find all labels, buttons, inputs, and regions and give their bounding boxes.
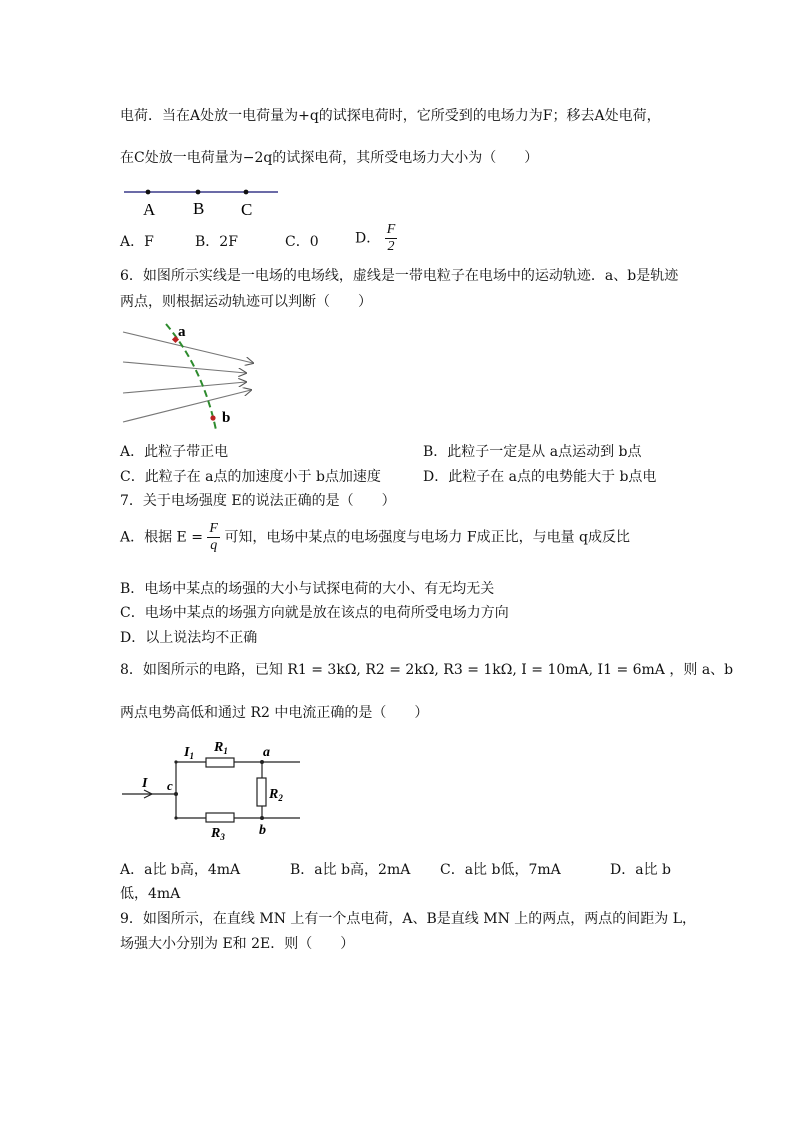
q5-option-b: B．2F: [195, 234, 238, 250]
q6-label-a: a: [178, 324, 186, 340]
q7-option-a-den: q: [210, 538, 218, 553]
node-b: [260, 816, 264, 820]
resistor-r2: [257, 778, 266, 806]
q5-option-c: C．0: [285, 234, 319, 250]
point-a-label: A: [143, 200, 156, 219]
resistor-r3: [206, 813, 234, 822]
q8-option-c: C．a比 b低，7mA: [440, 862, 561, 878]
point-b-label: B: [193, 199, 205, 218]
field-line-4: [123, 390, 251, 422]
label-i: I: [142, 776, 148, 791]
q8-option-a: A．a比 b高，4mA: [120, 862, 241, 878]
q5-option-a: A．F: [120, 234, 154, 250]
point-b-dot: [196, 190, 201, 195]
point-c-label: C: [241, 200, 253, 219]
q6-option-b: B．此粒子一定是从 a点运动到 b点: [423, 444, 642, 460]
q7-option-a-fraction: [207, 521, 220, 554]
q7-option-a-num: F: [209, 521, 218, 536]
q6-figure: [118, 318, 268, 433]
label-r2: $R_2$: [269, 787, 283, 803]
q6-option-c: C．此粒子在 a点的加速度小于 b点加速度: [120, 469, 381, 485]
q7-stem: 7．关于电场强度 E的说法正确的是（ ）: [120, 493, 396, 509]
label-b: b: [259, 823, 266, 838]
q8-option-b: B．a比 b高，2mA: [290, 862, 411, 878]
q8-stem-line1: 8．如图所示的电路，已知 R1 = 3kΩ, R2 = 2kΩ, R3 = 1kΩ, I = 10mA, I1 = 6mA ，则 a、b: [120, 662, 734, 678]
node-c-bottom: [174, 816, 177, 819]
q9-stem-line2: 场强大小分别为 E和 2E．则（ ）: [120, 936, 355, 952]
q8-option-d: D．a比 b: [610, 862, 671, 878]
field-line-3: [123, 382, 246, 393]
resistor-r1: [206, 758, 234, 767]
label-r1: $R_1$: [214, 740, 228, 756]
q9-stem-line1: 9．如图所示，在直线 MN 上有一个点电荷，A、B是直线 MN 上的两点，两点的间距为 L，: [120, 911, 697, 927]
q5-figure: [120, 180, 290, 220]
q5-option-d: [355, 222, 397, 255]
point-a-dot: [146, 190, 151, 195]
node-a: [260, 760, 264, 764]
node-c-top: [174, 760, 177, 763]
q5-option-d-fraction: [385, 222, 398, 255]
q6-label-b: b: [222, 410, 231, 426]
q7-option-a-prefix: A．根据 E =: [120, 529, 203, 546]
q7-option-c: C．电场中某点的场强方向就是放在该点的电荷所受电场力方向: [120, 605, 509, 621]
point-c-dot: [244, 190, 249, 195]
q6-stem-line1: 6．如图所示实线是一电场的电场线，虚线是一带电粒子在电场中的运动轨迹．a、b是轨迹: [120, 268, 679, 284]
q7-option-a: [120, 521, 630, 554]
q6-option-a: A．此粒子带正电: [120, 444, 229, 460]
label-i1: $I_1$: [184, 745, 194, 761]
node-c: [174, 792, 178, 796]
q5-stem-line2: 在C处放一电荷量为−2q的试探电荷，其所受电场力大小为（ ）: [120, 150, 539, 166]
q7-option-d: D．以上说法均不正确: [120, 630, 258, 646]
field-line-1: [123, 332, 253, 363]
q8-stem-line2: 两点电势高低和通过 R2 中电流正确的是（ ）: [120, 705, 429, 721]
q5-option-d-den: 2: [387, 239, 395, 254]
point-b-marker: [210, 415, 215, 420]
field-line-2: [123, 362, 246, 373]
label-a: a: [263, 745, 270, 760]
q6-option-d: D．此粒子在 a点的电势能大于 b点电: [423, 469, 657, 485]
q5-option-d-num: F: [386, 222, 396, 237]
q7-option-a-suffix: 可知，电场中某点的电场强度与电场力 F成正比，与电量 q成反比: [224, 529, 631, 546]
q7-option-b: B．电场中某点的场强的大小与试探电荷的大小、有无均无关: [120, 581, 495, 597]
q6-stem-line2: 两点，则根据运动轨迹可以判断（ ）: [120, 294, 372, 310]
q8-option-d-cont: 低，4mA: [120, 886, 181, 902]
label-r3: $R_3$: [211, 826, 225, 842]
label-c: c: [167, 778, 173, 793]
q8-circuit: [118, 738, 308, 848]
q5-stem-line1: 电荷．当在A处放一电荷量为+q的试探电荷时，它所受到的电场力为F；移去A处电荷，: [120, 108, 661, 124]
q5-option-d-label: D．: [355, 230, 381, 247]
